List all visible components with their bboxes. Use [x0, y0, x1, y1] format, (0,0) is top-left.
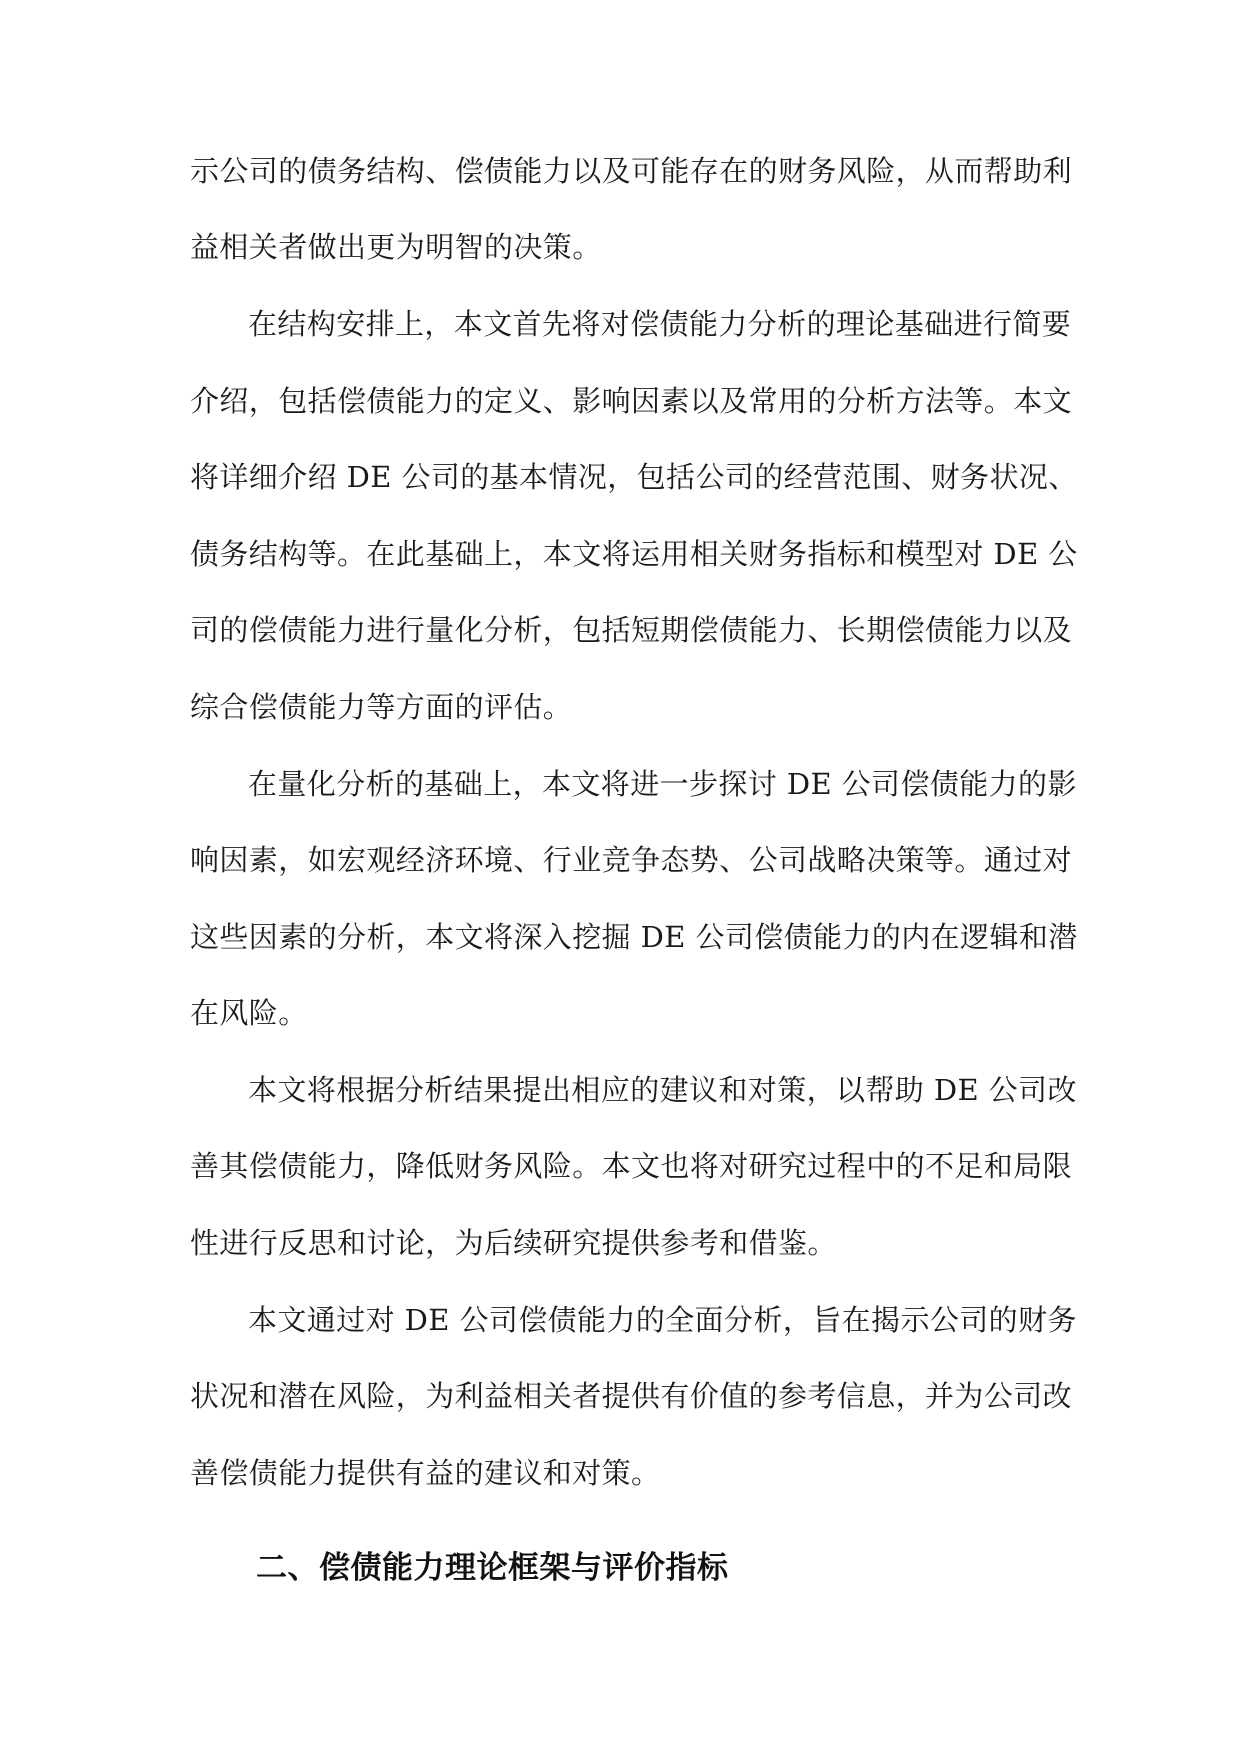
- paragraph-2-line-3: 将详细介绍 DE 公司的基本情况，包括公司的经营范围、财务状况、: [190, 460, 1078, 494]
- paragraph-1-line-1: 示公司的债务结构、偿债能力以及可能存在的财务风险，从而帮助利: [190, 154, 1073, 188]
- paragraph-4-line-1: 本文将根据分析结果提出相应的建议和对策，以帮助 DE 公司改: [248, 1073, 1077, 1107]
- paragraph-4-line-3: 性进行反思和讨论，为后续研究提供参考和借鉴。: [190, 1226, 837, 1260]
- paragraph-2-line-5: 司的偿债能力进行量化分析，包括短期偿债能力、长期偿债能力以及: [190, 613, 1073, 647]
- paragraph-5-line-3: 善偿债能力提供有益的建议和对策。: [190, 1456, 661, 1490]
- paragraph-2-line-4: 债务结构等。在此基础上，本文将运用相关财务指标和模型对 DE 公: [190, 537, 1078, 571]
- paragraph-1-line-2: 益相关者做出更为明智的决策。: [190, 230, 602, 264]
- paragraph-3-line-2: 响因素，如宏观经济环境、行业竞争态势、公司战略决策等。通过对: [190, 843, 1073, 877]
- paragraph-3-line-1: 在量化分析的基础上，本文将进一步探讨 DE 公司偿债能力的影: [248, 767, 1077, 801]
- paragraph-3-line-3: 这些因素的分析，本文将深入挖掘 DE 公司偿债能力的内在逻辑和潜: [190, 920, 1078, 954]
- paragraph-3-line-4: 在风险。: [190, 996, 308, 1030]
- paragraph-5-line-1: 本文通过对 DE 公司偿债能力的全面分析，旨在揭示公司的财务: [248, 1303, 1077, 1337]
- paragraph-2-line-2: 介绍，包括偿债能力的定义、影响因素以及常用的分析方法等。本文: [190, 384, 1073, 418]
- paragraph-2-line-6: 综合偿债能力等方面的评估。: [190, 690, 573, 724]
- paragraph-4-line-2: 善其偿债能力，降低财务风险。本文也将对研究过程中的不足和局限: [190, 1149, 1073, 1183]
- paragraph-5-line-2: 状况和潜在风险，为利益相关者提供有价值的参考信息，并为公司改: [190, 1379, 1073, 1413]
- section-heading: 二、偿债能力理论框架与评价指标: [256, 1550, 729, 1586]
- paragraph-2-line-1: 在结构安排上，本文首先将对偿债能力分析的理论基础进行简要: [248, 307, 1072, 341]
